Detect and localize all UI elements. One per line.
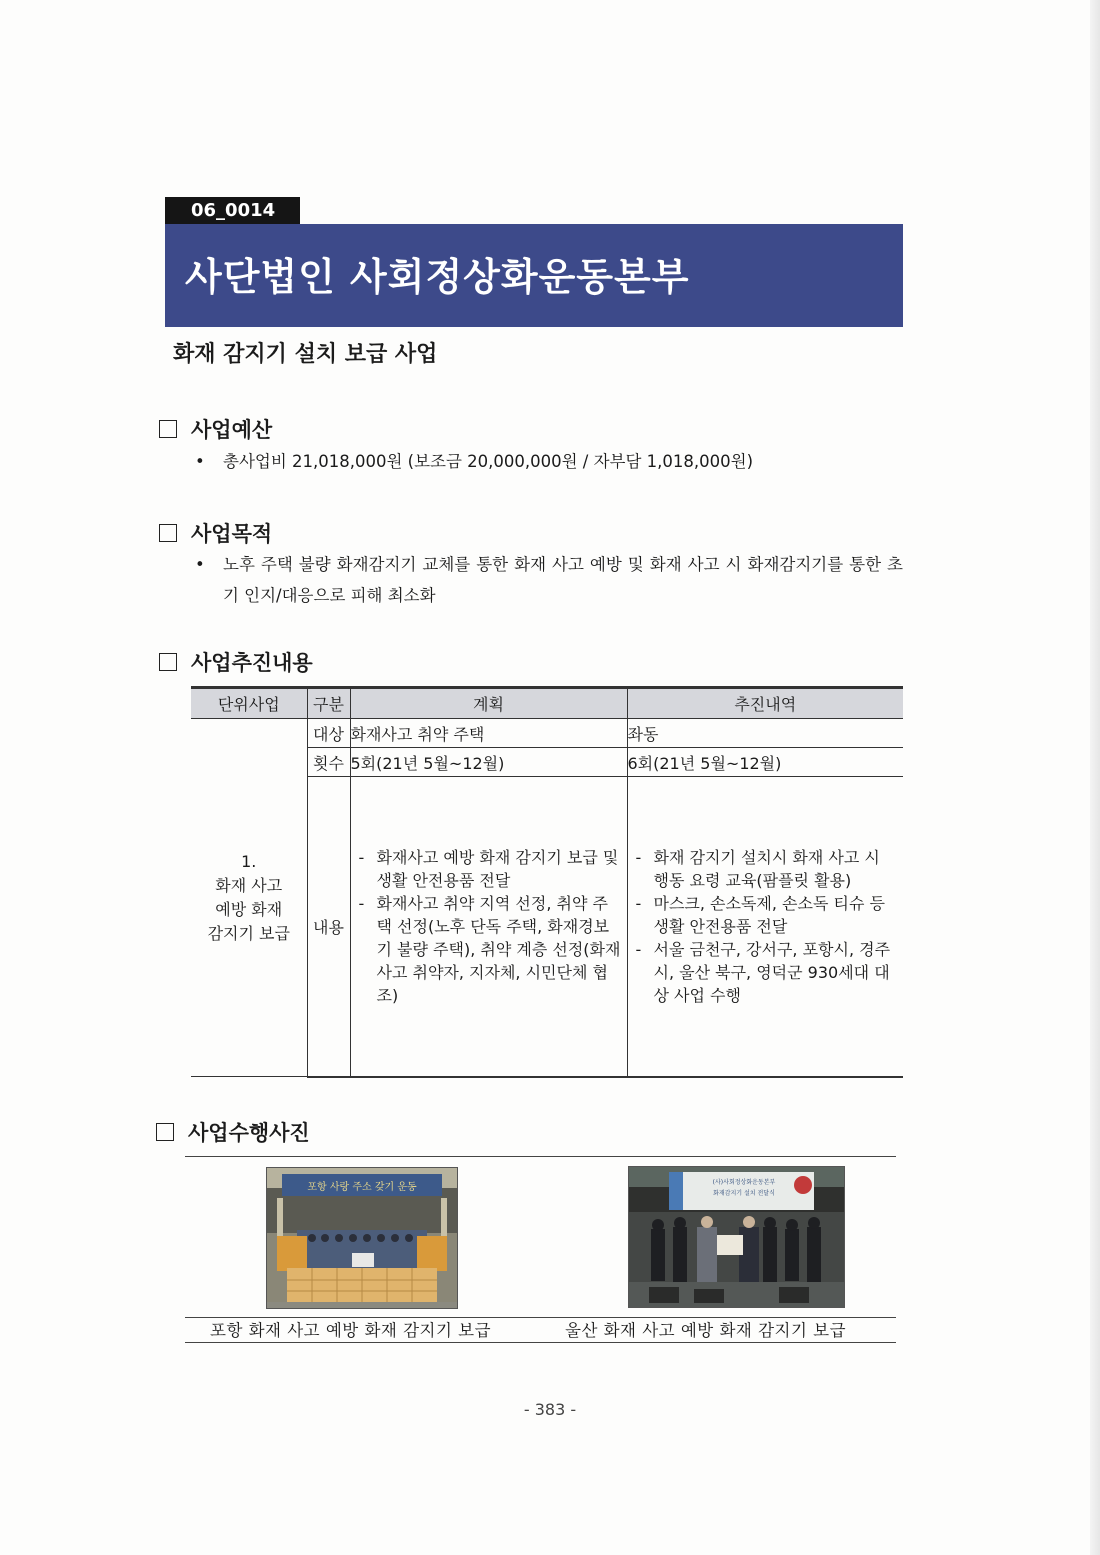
list-item: - 화재 감지기 설치시 화재 사고 시 행동 요령 교육(팜플릿 활용) bbox=[632, 846, 898, 892]
plan-cell: 화재사고 취약 주택 bbox=[350, 719, 627, 748]
caption-pohang: 포항 화재 사고 예방 화재 감지기 보급 bbox=[210, 1321, 492, 1340]
section-budget-heading: 사업예산 bbox=[159, 414, 272, 444]
bullet-dot-icon: • bbox=[195, 452, 205, 471]
plan-content-list bbox=[355, 846, 621, 1007]
done-content-cell bbox=[627, 777, 903, 1077]
purpose-text: 노후 주택 불량 화재감지기 교체를 통한 화재 사고 예방 및 화재 사고 시 화재감지기를 통한 초기 인지/대응으로 피해 최소화 bbox=[223, 555, 903, 605]
done-cell: 좌동 bbox=[627, 719, 903, 748]
header-unit: 단위사업 bbox=[191, 688, 307, 719]
plan-content-cell bbox=[350, 777, 627, 1077]
header-done: 추진내역 bbox=[627, 688, 903, 719]
done-content-list bbox=[632, 846, 898, 1007]
table-header-row bbox=[191, 688, 903, 719]
section-photos-heading: 사업수행사진 bbox=[156, 1117, 310, 1147]
checkbox-icon bbox=[159, 524, 177, 542]
page-edge-shadow bbox=[1090, 0, 1100, 1555]
list-item: - 마스크, 손소독제, 손소독 티슈 등 생활 안전용품 전달 bbox=[632, 892, 898, 938]
project-subtitle: 화재 감지기 설치 보급 사업 bbox=[173, 342, 438, 367]
checkbox-icon bbox=[156, 1123, 174, 1141]
pohang-banner-text: 포항 사랑 주소 갖기 운동 bbox=[307, 1182, 417, 1193]
organization-title: 사단법인 사회정상화운동본부 bbox=[185, 255, 690, 299]
list-item: - 화재사고 예방 화재 감지기 보급 및 생활 안전용품 전달 bbox=[355, 846, 621, 892]
plan-cell: 5회(21년 5월~12월) bbox=[350, 748, 627, 777]
header-plan: 계획 bbox=[350, 688, 627, 719]
header-type: 구분 bbox=[307, 688, 350, 719]
list-item: - 화재사고 취약 지역 선정, 취약 주택 선정(노후 단독 주택, 화재경보기 불량 주택), 취약 계층 선정(화재사고 취약자, 지자체, 시민단체 협조) bbox=[355, 892, 621, 1007]
photo-pohang-image bbox=[267, 1168, 457, 1308]
unit-project-cell bbox=[191, 719, 307, 1077]
plan-table bbox=[191, 686, 903, 1078]
unit-line: 감지기 보급 bbox=[207, 923, 290, 943]
unit-line: 1. bbox=[241, 851, 257, 871]
ulsan-banner-line1: (사)사회정상화운동본부 bbox=[712, 1179, 776, 1186]
title-banner bbox=[165, 224, 903, 327]
section-purpose-heading: 사업목적 bbox=[159, 518, 272, 548]
done-cell: 6회(21년 5월~12월) bbox=[627, 748, 903, 777]
checkbox-icon bbox=[159, 653, 177, 671]
unit-line: 화재 사고 bbox=[215, 875, 283, 895]
section-plan-heading: 사업추진내용 bbox=[159, 647, 313, 677]
caption-ulsan: 울산 화재 사고 예방 화재 감지기 보급 bbox=[565, 1321, 847, 1340]
page-number: - 383 - bbox=[523, 1400, 577, 1419]
type-cell: 횟수 bbox=[307, 748, 350, 777]
type-cell: 대상 bbox=[307, 719, 350, 748]
caption-bottom-rule bbox=[185, 1342, 896, 1343]
type-cell: 내용 bbox=[307, 777, 350, 1077]
checkbox-icon bbox=[159, 420, 177, 438]
unit-line: 예방 화재 bbox=[215, 899, 283, 919]
photo-pohang bbox=[266, 1167, 458, 1309]
budget-text: 총사업비 21,018,000원 (보조금 20,000,000원 / 자부담 1,018,000원) bbox=[223, 452, 754, 471]
ulsan-banner-line2: 화재감지기 설치 전달식 bbox=[713, 1190, 775, 1197]
photo-top-rule bbox=[185, 1156, 896, 1157]
document-code-tag: 06_0014 bbox=[165, 197, 300, 224]
photo-ulsan bbox=[628, 1166, 845, 1308]
list-item: - 서울 금천구, 강서구, 포항시, 경주시, 울산 북구, 영덕군 930세대 대상 사업 수행 bbox=[632, 938, 898, 1007]
bullet-dot-icon: • bbox=[195, 555, 205, 574]
photo-ulsan-image bbox=[629, 1167, 844, 1307]
table-row bbox=[191, 719, 903, 748]
